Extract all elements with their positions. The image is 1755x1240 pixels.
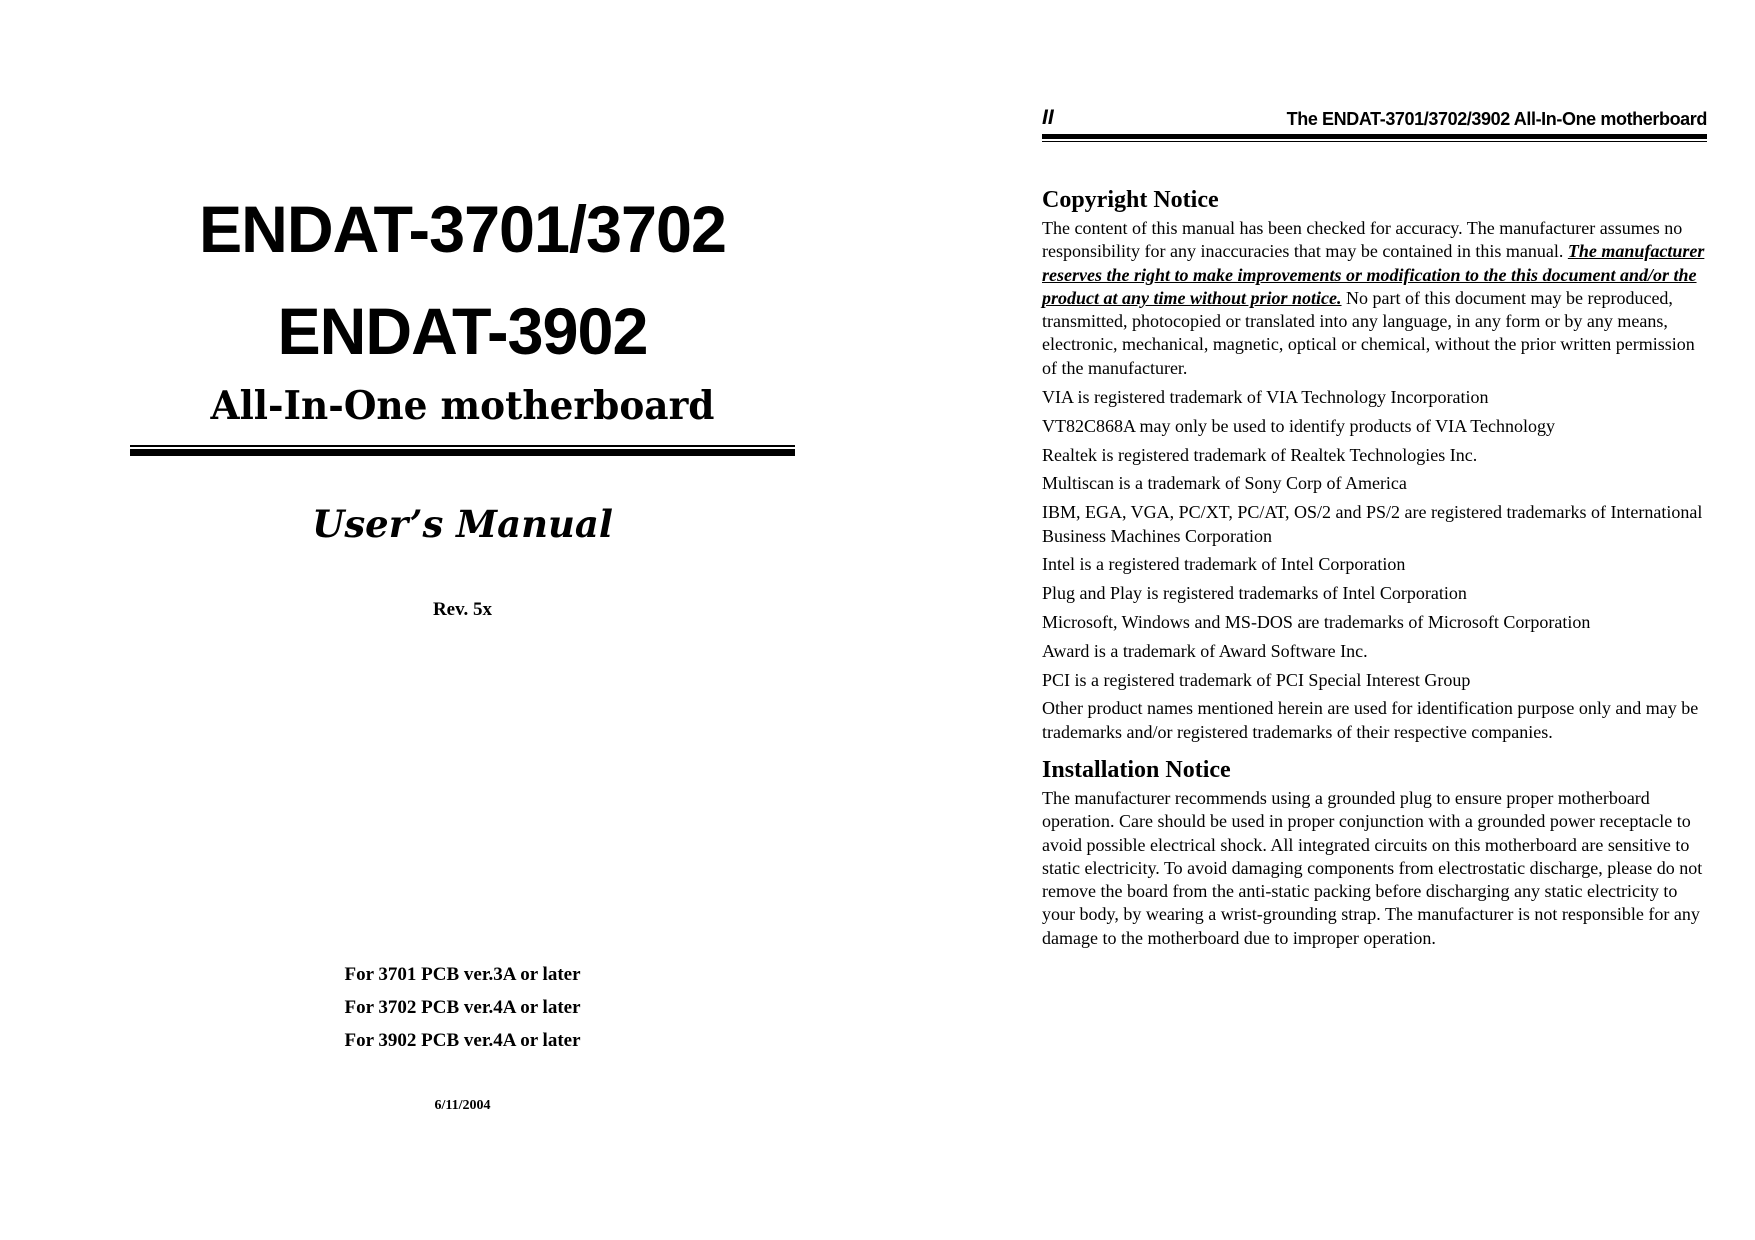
trademark-item-award: Award is a trademark of Award Software Inc. — [1042, 640, 1368, 661]
header-divider-thick — [1042, 134, 1707, 139]
installation-paragraph: The manufacturer recommends using a grounded plug to ensure proper motherboard operation. Care should be used in proper conjunction with a grounded power receptacle to avoid possible electrical shock. All integrated circuits on this motherboard are sensitive to static electricity. To avoid damaging components from electrostatic discharge, please do not remove the board from the anti-static packing before discharging any static electricity to your body, by wearing a wrist-grounding strap. The manufacturer is not responsible for any damage to the motherboard due to improper operation. — [1042, 787, 1703, 948]
copyright-text-start: The content of this manual has been checked for accuracy. The manufacturer assumes no responsibility for any inaccuracies that may be contained in this manual. — [1042, 218, 1683, 262]
cover-date: 6/11/2004 — [434, 1098, 491, 1113]
pcb-note-3702: For 3702 PCB ver.4A or later — [344, 997, 581, 1018]
trademark-item-other: Other product names mentioned herein are used for identification purpose only and may be trademarks and/or registered trademarks of their respective companies. — [1042, 698, 1699, 742]
running-header: The ENDAT-3701/3702/3902 All-In-One motherboard — [1286, 109, 1707, 129]
pcb-note-3701: For 3701 PCB ver.3A or later — [344, 964, 581, 985]
installation-heading: Installation Notice — [1042, 756, 1231, 783]
trademark-item-pci: PCI is a registered trademark of PCI Special Interest Group — [1042, 669, 1471, 690]
page-number: II — [1042, 106, 1054, 129]
cover-divider-thick — [130, 449, 795, 456]
header-divider-thin — [1042, 141, 1707, 142]
trademark-item-via: VIA is registered trademark of VIA Technology Incorporation — [1042, 387, 1489, 408]
trademark-list — [1042, 386, 1707, 744]
revision-label: Rev. 5x — [432, 599, 493, 620]
notice-page — [1042, 0, 1707, 1240]
trademark-item-intel: Intel is a registered trademark of Intel Corporation — [1042, 554, 1406, 575]
copyright-heading: Copyright Notice — [1042, 187, 1219, 213]
trademark-item-microsoft: Microsoft, Windows and MS-DOS are trademarks of Microsoft Corporation — [1042, 611, 1591, 632]
manual-title: User’s Manual — [312, 502, 613, 546]
trademark-item-realtek: Realtek is registered trademark of Realtek Technologies Inc. — [1042, 444, 1478, 465]
cover-subtitle: All-In-One motherboard — [210, 383, 715, 429]
copyright-paragraph — [1042, 217, 1707, 380]
notice-content — [1042, 184, 1707, 956]
pcb-note-3902: For 3902 PCB ver.4A or later — [344, 1030, 581, 1051]
cover-title-line-2: ENDAT-3902 — [277, 294, 648, 368]
trademark-item-ibm: IBM, EGA, VGA, PC/XT, PC/AT, OS/2 and PS/2 are registered trademarks of International Business Machines Corporation — [1042, 502, 1703, 546]
cover-title-line-1: ENDAT-3701/3702 — [199, 192, 726, 266]
copyright-text-end: No part of this document may be reproduced, transmitted, photocopied or translated into any language, in any form or by any means, electronic, mechanical, magnetic, optical or chemical, without the prior written permission of the manufacturer. — [1042, 287, 1695, 378]
trademark-item-plug-and-play: Plug and Play is registered trademarks of Intel Corporation — [1042, 583, 1467, 604]
trademark-item-vt82c868a: VT82C868A may only be used to identify products of VIA Technology — [1042, 415, 1556, 436]
trademark-item-multiscan: Multiscan is a trademark of Sony Corp of America — [1042, 473, 1407, 494]
copyright-emphasis: The manufacturer reserves the right to make improvements or modification to the this document and/or the product at any time without prior notice. — [1042, 241, 1705, 308]
cover-divider-thin — [130, 445, 795, 447]
